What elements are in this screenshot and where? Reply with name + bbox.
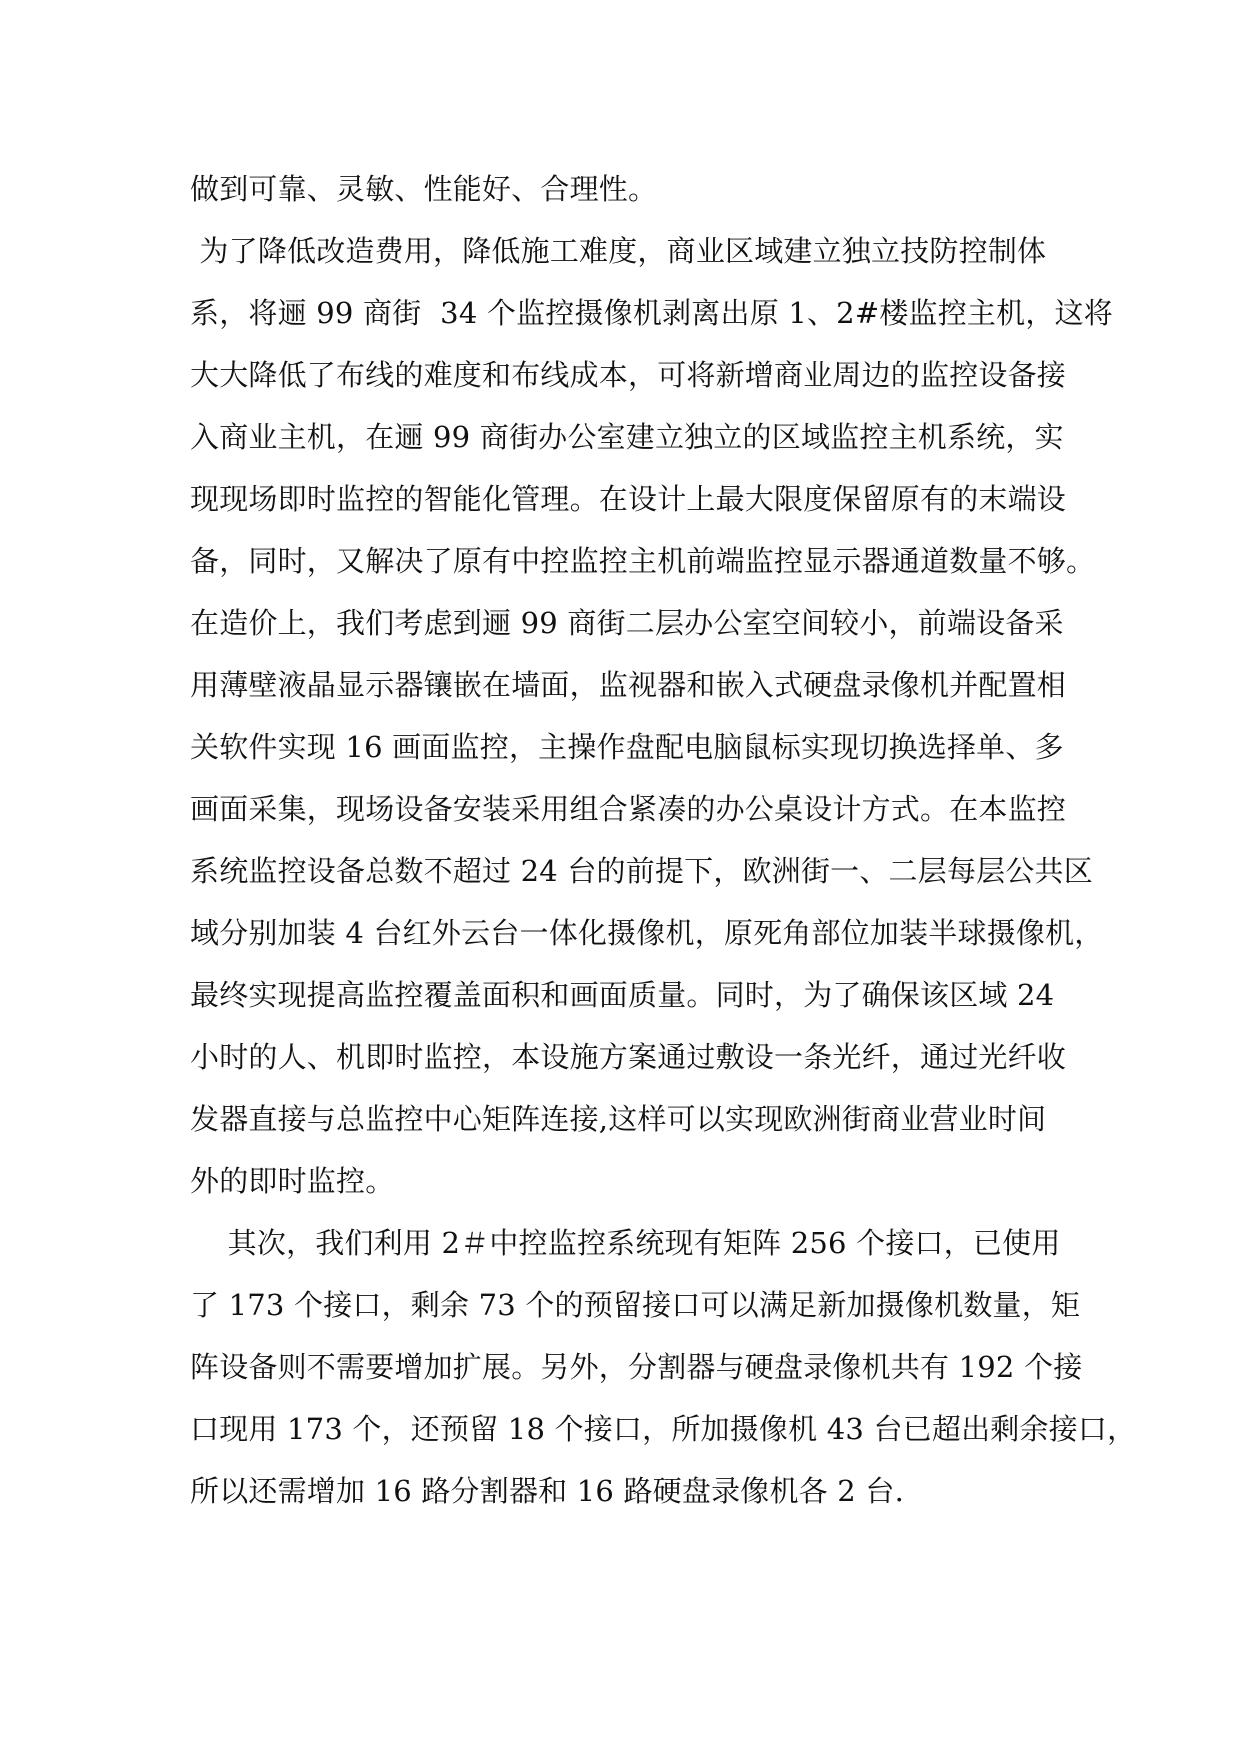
text-line: 入商业主机，在逦 99 商街办公室建立独立的区域监控主机系统，实: [190, 420, 1064, 454]
text-line: 最终实现提高监控覆盖面积和画面质量。同时，为了确保该区域 24: [190, 978, 1055, 1012]
text-line: 系统监控设备总数不超过 24 台的前提下，欧洲街一、二层每层公共区: [190, 854, 1093, 888]
text-line: 小时的人、机即时监控，本设施方案通过敷设一条光纤，通过光纤收: [190, 1040, 1067, 1074]
text-line: 域分别加装 4 台红外云台一体化摄像机，原死角部位加装半球摄像机，: [190, 916, 1104, 950]
body-text: [190, 158, 1137, 1522]
text-line: 在造价上，我们考虑到逦 99 商街二层办公室空间较小，前端设备采: [190, 606, 1064, 640]
text-line: 画面采集，现场设备安装采用组合紧凑的办公桌设计方式。在本监控: [190, 792, 1067, 826]
text-line: 现现场即时监控的智能化管理。在设计上最大限度保留原有的末端设: [190, 482, 1067, 516]
text-line: 所以还需增加 16 路分割器和 16 路硬盘录像机各 2 台.: [190, 1474, 904, 1508]
text-line: 外的即时监控。: [190, 1164, 395, 1198]
text-line: 备，同时，又解决了原有中控监控主机前端监控显示器通道数量不够。: [190, 544, 1096, 578]
text-line: 其次，我们利用 2＃中控监控系统现有矩阵 256 个接口，已使用: [190, 1226, 1061, 1260]
text-line: 了 173 个接口，剩余 73 个的预留接口可以满足新加摄像机数量，矩: [190, 1288, 1081, 1322]
text-line: 口现用 173 个，还预留 18 个接口，所加摄像机 43 台已超出剩余接口，: [190, 1412, 1137, 1446]
text-line: 大大降低了布线的难度和布线成本，可将新增商业周边的监控设备接: [190, 358, 1067, 392]
text-line: 系，将逦 99 商街 34 个监控摄像机剥离出原 1、2#楼监控主机，这将: [190, 296, 1113, 330]
text-line: 发器直接与总监控中心矩阵连接,这样可以实现欧洲街商业营业时间: [190, 1102, 1047, 1136]
text-line: 做到可靠、灵敏、性能好、合理性。: [190, 172, 658, 206]
text-line: 关软件实现 16 画面监控，主操作盘配电脑鼠标实现切换选择单、多: [190, 730, 1064, 764]
text-line: 用薄壁液晶显示器镶嵌在墙面，监视器和嵌入式硬盘录像机并配置相: [190, 668, 1067, 702]
text-line: 阵设备则不需要增加扩展。另外，分割器与硬盘录像机共有 192 个接: [190, 1350, 1083, 1384]
text-line: 为了降低改造费用，降低施工难度，商业区域建立独立技防控制体: [190, 234, 1047, 268]
